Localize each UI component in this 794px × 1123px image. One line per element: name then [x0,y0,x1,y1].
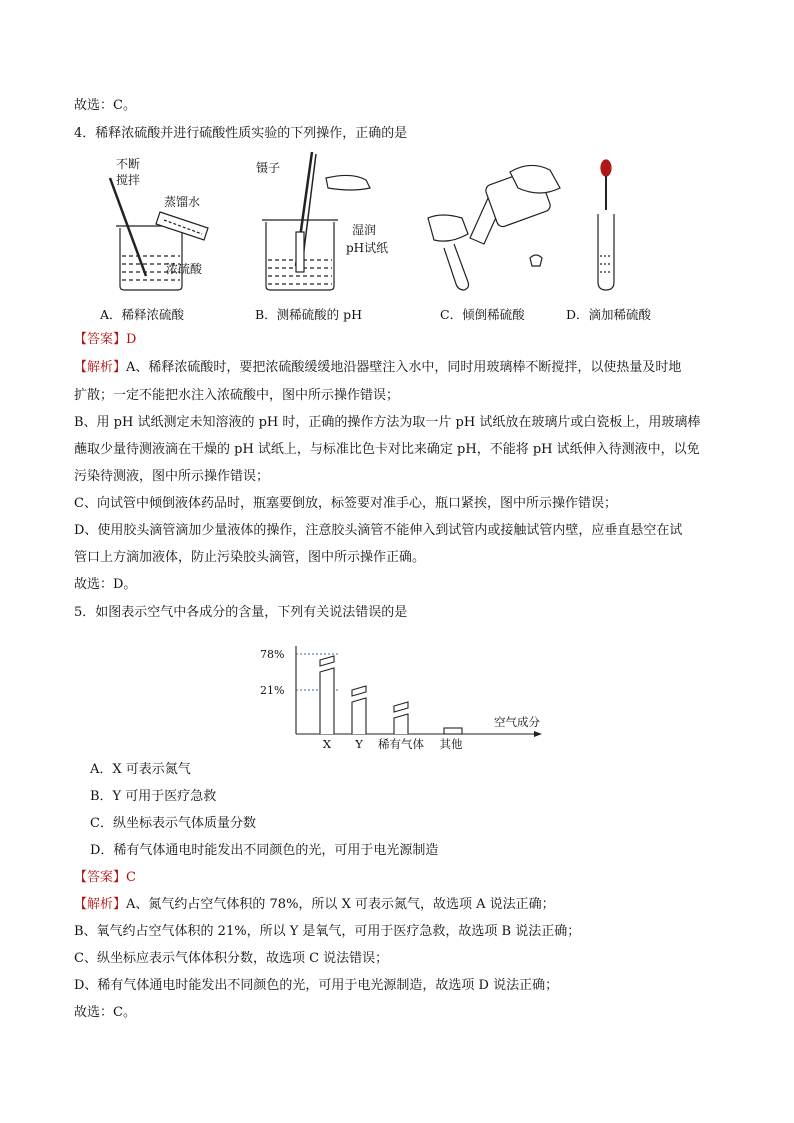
figure-c-pour [428,165,560,290]
fig-b-tweezer: 镊子 [256,161,281,175]
q5-stem: 5．如图表示空气中各成分的含量，下列有关说法错误的是 [74,605,408,620]
bar-cap-1 [352,686,366,696]
q5-answer-label: 【答案】 [74,870,127,885]
prev-conclusion: 故选：C。 [74,98,136,113]
bar-2 [394,714,408,734]
q4-analysis-line-3: 蘸取少量待测液滴在干燥的 pH 试纸上，与标准比色卡对比来确定 pH，不能将 pH 试纸伸入待测液中，以免 [74,442,700,457]
q4-stem: 4．稀释浓硫酸并进行硫酸性质实验的下列操作，正确的是 [74,126,408,141]
q5-option-b: B．Y 可用于医疗急救 [90,789,217,804]
fig-b-paper2: pH试纸 [346,241,389,255]
q4-option-a: A．稀释浓硫酸 [100,307,185,322]
fig-a-stir2: 搅拌 [116,173,141,187]
q5-analysis-line-0: 【解析】A、氮气约占空气体积的 78%，所以 X 可表示氮气，故选项 A 说法正确； [74,897,555,912]
q5-analysis-label: 【解析】 [74,897,127,912]
x-tick-label-3: 其他 [439,737,463,751]
q4-analysis-line-2: B、用 pH 试纸测定未知溶液的 pH 时，正确的操作方法为取一片 pH 试纸放在玻璃片或白瓷板上，用玻璃棒 [74,415,701,430]
q4-conclusion: 故选：D。 [74,577,137,592]
q4-analysis-line-5: C、向试管中倾倒液体药品时，瓶塞要倒放，标签要对准手心，瓶口紧挨，图中所示操作错误； [74,496,617,511]
q5-option-d: D．稀有气体通电时能发出不同颜色的光，可用于电光源制造 [90,843,439,858]
q4-analysis-line-7: 管口上方滴加液体，防止污染胶头滴管，图中所示操作正确。 [74,550,426,565]
bar-1 [352,698,366,734]
bar-3 [444,728,462,734]
y-tick-label-0: 78% [260,648,285,661]
bar-cap-0 [320,656,334,666]
x-axis-title: 空气成分 [494,715,540,729]
q4-option-b: B．测稀硫酸的 pH [255,307,363,322]
q4-figures [90,148,650,298]
bar-cap-2 [394,702,408,712]
fig-b-paper1: 湿润 [352,223,377,237]
bar-0 [320,668,334,734]
x-tick-label-1: Y [355,737,363,751]
q4-analysis-line-4: 污染待测液，图中所示操作错误； [74,469,270,484]
q5-conclusion: 故选：C。 [74,1005,136,1020]
figure-d-dropper [598,160,614,290]
fig-a-acid: 浓硫酸 [166,262,203,276]
q4-analysis-label: 【解析】 [74,360,127,375]
q5-option-a: A．X 可表示氮气 [90,762,191,777]
q5-analysis-line-3: D、稀有气体通电时能发出不同颜色的光，可用于电光源制造，故选项 D 说法正确； [74,978,559,993]
y-tick-label-1: 21% [260,684,285,697]
q4-answer [74,330,136,350]
q5-answer [74,868,136,888]
fig-a-stir: 不断 [116,157,141,171]
x-tick-label-0: X [322,737,332,751]
q5-answer-value: C [126,870,136,885]
q4-analysis-line-0: 【解析】A、稀释浓硫酸时，要把浓硫酸缓缓地沿器壁注入水中，同时用玻璃棒不断搅拌，以使热量及时地 [74,360,682,375]
q4-analysis-line-6: D、使用胶头滴管滴加少量液体的操作，注意胶头滴管不能伸入到试管内或接触试管内壁，应垂直悬空在试 [74,523,683,538]
x-axis-arrow [534,731,542,737]
x-tick-label-2: 稀有气体 [378,737,424,751]
q4-option-c: C．倾倒稀硫酸 [440,307,525,322]
fig-a-water: 蒸馏水 [164,195,201,209]
q5-analysis-line-1: B、氧气约占空气体积的 21%，所以 Y 是氧气，可用于医疗急救，故选项 B 说法正确； [74,924,581,939]
air-composition-chart [258,642,548,752]
q4-option-d: D．滴加稀硫酸 [566,307,652,322]
q4-answer-label: 【答案】 [74,332,127,347]
q5-option-c: C．纵坐标表示气体质量分数 [90,816,256,831]
q4-answer-value: D [126,332,137,347]
q4-analysis-line-1: 扩散；一定不能把水注入浓硫酸中，图中所示操作错误； [74,388,400,403]
q5-analysis-line-2: C、纵坐标应表示气体体积分数，故选项 C 说法错误； [74,951,389,966]
